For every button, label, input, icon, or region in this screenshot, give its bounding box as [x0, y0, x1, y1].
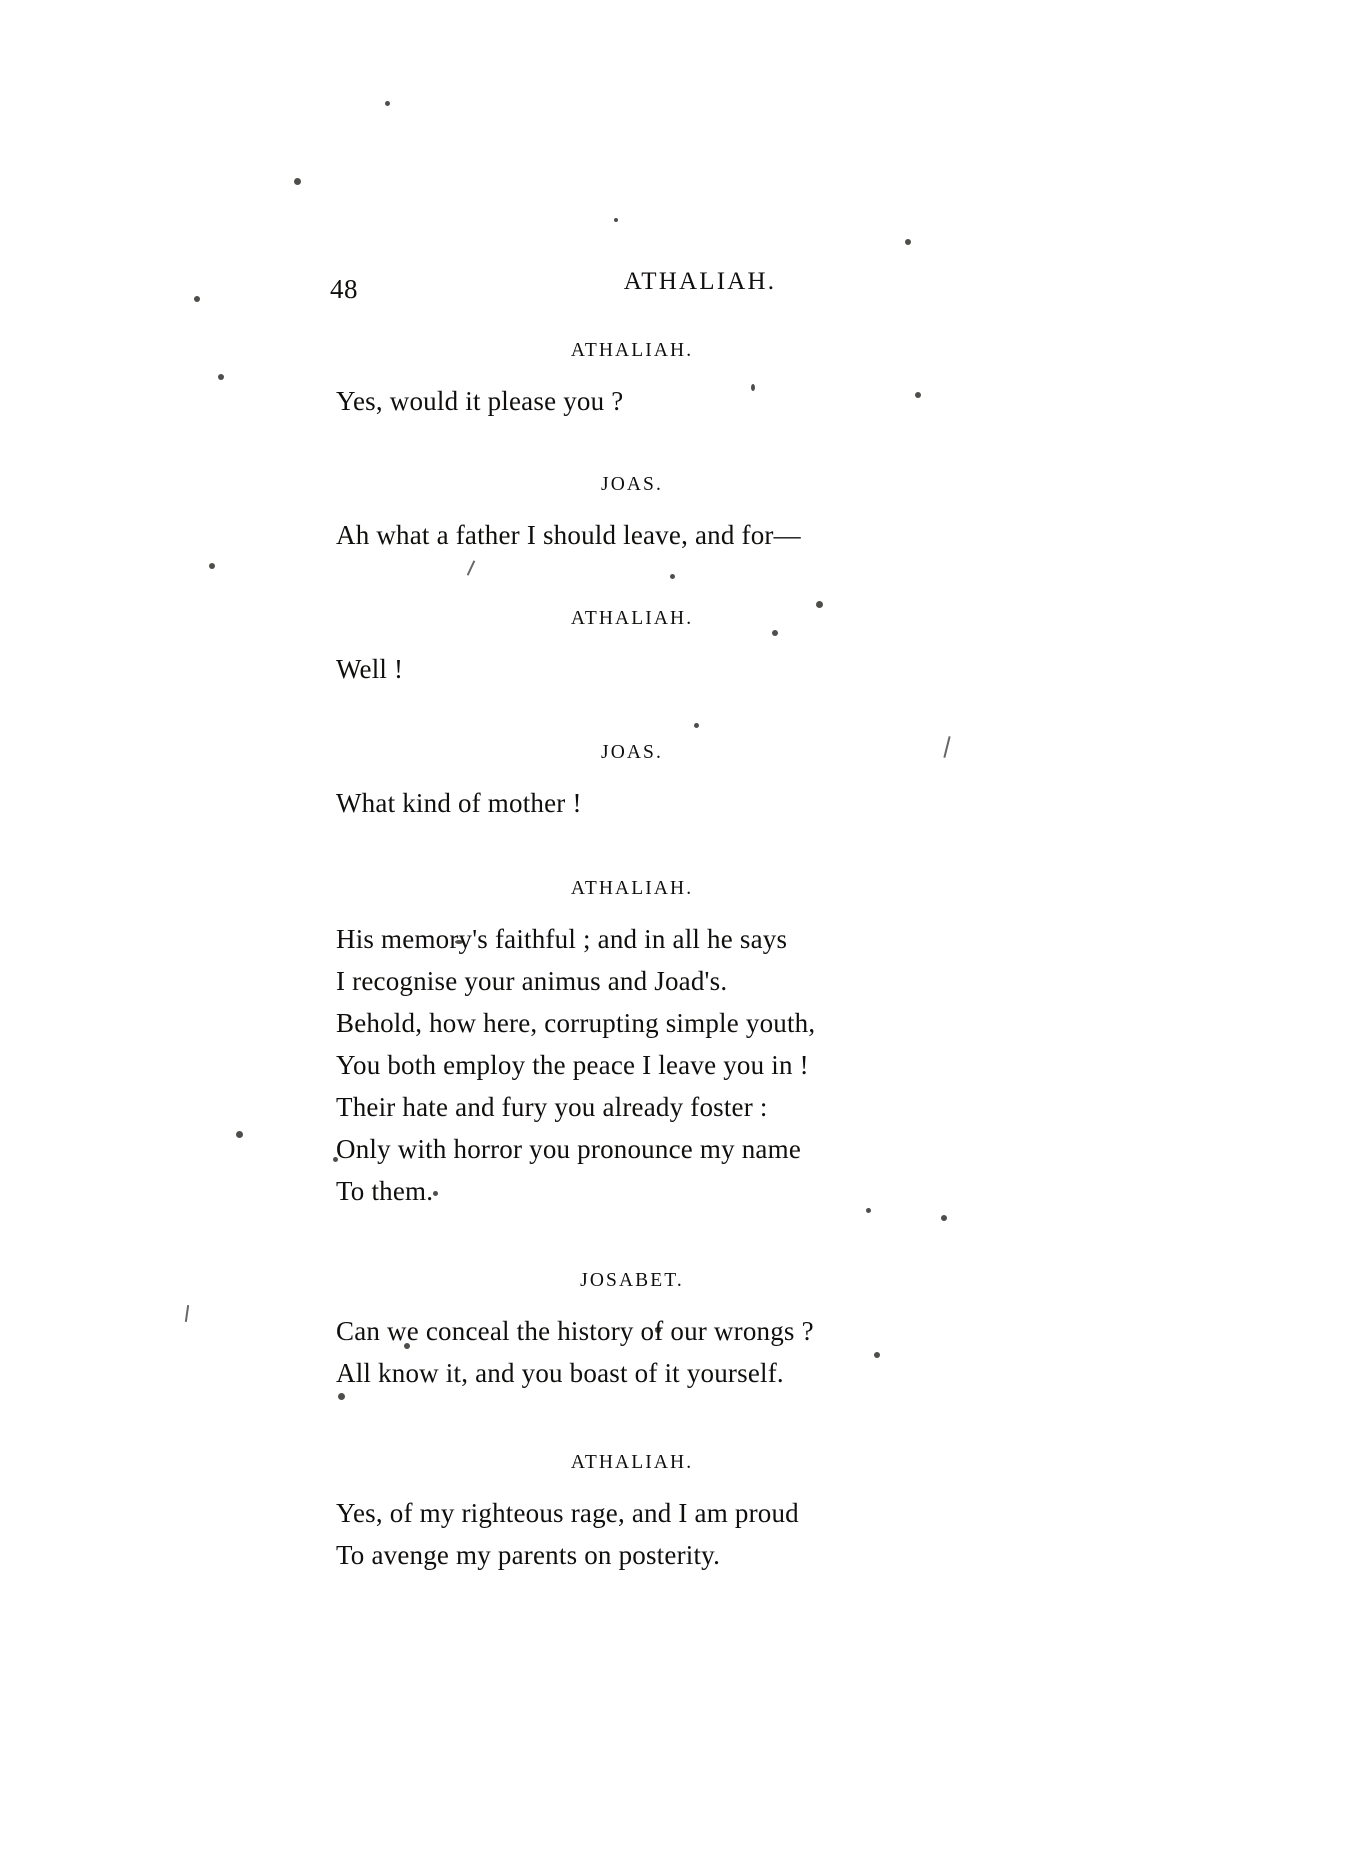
speech-block [336, 742, 936, 824]
block-gap [336, 708, 936, 742]
scan-speck [941, 1215, 947, 1221]
block-gap [336, 842, 936, 878]
verse-line: Only with horror you pronounce my name [336, 1134, 802, 1164]
block-gap [336, 440, 936, 474]
speech-block [336, 608, 936, 690]
speech-block [336, 1452, 936, 1576]
scan-speck [294, 178, 301, 185]
speech-block [336, 1270, 936, 1394]
speaker-name: ATHALIAH. [570, 1452, 694, 1473]
block-gap [336, 1230, 936, 1270]
verse-line: What kind of mother ! [336, 788, 582, 818]
block-gap [336, 1412, 936, 1452]
scan-speck [614, 218, 618, 222]
scan-speck [905, 239, 911, 245]
scan-speck [218, 374, 224, 380]
verse-line: Ah what a father I should leave, and for— [336, 520, 801, 550]
block-gap [336, 574, 936, 608]
verse-line: His memory's faithful ; and in all he says [336, 924, 788, 954]
scan-speck [385, 101, 390, 106]
speaker-name: JOAS. [601, 474, 663, 495]
verse-line: All know it, and you boast of it yourself. [336, 1358, 784, 1388]
scan-speck [209, 563, 215, 569]
verse-line: Yes, of my righteous rage, and I am proud [336, 1498, 799, 1528]
running-head-title: ATHALIAH. [623, 268, 777, 295]
speaker-name: JOSABET. [580, 1270, 684, 1291]
verse-line: You both employ the peace I leave you in ! [336, 1050, 809, 1080]
verse-line: Behold, how here, corrupting simple youth, [336, 1008, 816, 1038]
verse-line: I recognise your animus and Joad's. [336, 966, 728, 996]
verse-line: Yes, would it please you ? [336, 386, 624, 416]
verse-line: Can we conceal the history of our wrongs ? [336, 1316, 814, 1346]
speech-block [336, 878, 936, 1212]
running-head [330, 268, 1070, 302]
page-number: 48 [330, 274, 358, 304]
speaker-name: JOAS. [601, 742, 663, 763]
speaker-name: ATHALIAH. [570, 340, 694, 361]
scan-tick [185, 1305, 189, 1322]
speech-block [336, 340, 936, 422]
scan-speck [194, 296, 200, 302]
verse-line: To avenge my parents on posterity. [336, 1540, 721, 1570]
scan-tick [943, 736, 950, 758]
verse-line: Their hate and fury you already foster : [336, 1092, 768, 1122]
speech-block [336, 474, 936, 556]
speaker-name: ATHALIAH. [570, 608, 694, 629]
scan-speck [236, 1131, 243, 1138]
verse-line: To them. [336, 1176, 434, 1206]
verse-line: Well ! [336, 654, 404, 684]
text-column [336, 340, 936, 1594]
speaker-name: ATHALIAH. [570, 878, 694, 899]
